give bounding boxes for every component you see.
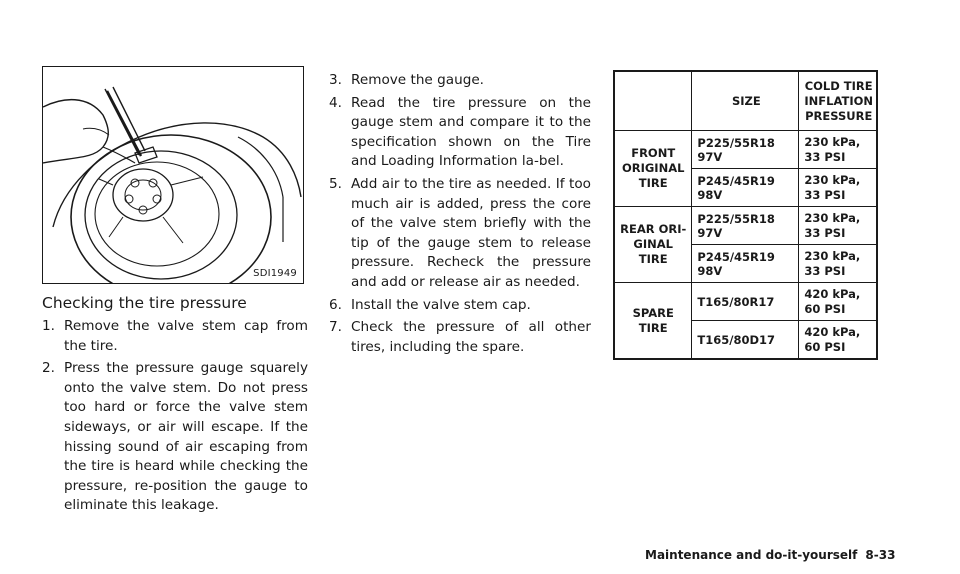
steps-list-left bbox=[42, 317, 308, 519]
step-number: 1. bbox=[42, 318, 55, 334]
pressure-cell: 420 kPa, 60 PSI bbox=[799, 283, 877, 321]
step-item bbox=[329, 175, 591, 293]
step-number: 2. bbox=[42, 360, 55, 377]
figure-code: SDI1949 bbox=[253, 268, 297, 279]
pressure-cell: 230 kPa, 33 PSI bbox=[799, 207, 877, 245]
size-cell: P225/55R18 97V bbox=[692, 207, 799, 245]
step-number: 3. bbox=[329, 72, 342, 88]
step-text: Remove the gauge. bbox=[351, 72, 485, 88]
table-row bbox=[614, 207, 877, 245]
step-text: Remove the valve stem cap from the tire. bbox=[64, 318, 308, 354]
pressure-cell: 420 kPa, 60 PSI bbox=[799, 321, 877, 360]
table-header-row bbox=[614, 71, 877, 131]
steps-list-right bbox=[329, 71, 591, 360]
size-cell: T165/80R17 bbox=[692, 283, 799, 321]
step-number: 7. bbox=[329, 319, 342, 336]
step-item bbox=[329, 71, 591, 91]
table-row bbox=[614, 131, 877, 169]
header-pressure: COLD TIRE INFLATION PRESSURE bbox=[799, 71, 877, 131]
step-item bbox=[329, 94, 591, 172]
pressure-cell: 230 kPa, 33 PSI bbox=[799, 245, 877, 283]
step-text: Check the pressure of all other tires, including the spare. bbox=[351, 319, 591, 355]
step-item bbox=[42, 317, 308, 356]
pressure-cell: 230 kPa, 33 PSI bbox=[799, 169, 877, 207]
size-cell: P225/55R18 97V bbox=[692, 131, 799, 169]
header-size: SIZE bbox=[692, 71, 799, 131]
step-item bbox=[329, 318, 591, 357]
tire-gauge-illustration bbox=[43, 67, 304, 284]
step-item bbox=[42, 359, 308, 516]
pressure-cell: 230 kPa, 33 PSI bbox=[799, 131, 877, 169]
size-cell: P245/45R19 98V bbox=[692, 169, 799, 207]
section-title: Checking the tire pressure bbox=[42, 294, 247, 312]
step-text: Add air to the tire as needed. If too much air is added, press the core of the valve stem briefly with the tip of the gauge stem to release pressure. Recheck the pressure and add or release air as needed. bbox=[351, 175, 591, 290]
page-footer bbox=[645, 548, 895, 562]
header-group bbox=[614, 71, 692, 131]
step-number: 4. bbox=[329, 94, 342, 111]
step-text: Install the valve stem cap. bbox=[351, 296, 531, 313]
group-label: SPARE TIRE bbox=[614, 283, 692, 360]
page-number: 8-33 bbox=[865, 548, 896, 562]
size-cell: T165/80D17 bbox=[692, 321, 799, 360]
group-label: REAR ORI-GINAL TIRE bbox=[614, 207, 692, 283]
group-label: FRONT ORIGINAL TIRE bbox=[614, 131, 692, 207]
tire-pressure-table bbox=[613, 70, 878, 360]
step-number: 6. bbox=[329, 296, 342, 313]
tire-gauge-figure bbox=[42, 66, 304, 284]
step-item bbox=[329, 296, 591, 316]
size-cell: P245/45R19 98V bbox=[692, 245, 799, 283]
table-row bbox=[614, 283, 877, 321]
footer-section: Maintenance and do-it-yourself bbox=[645, 548, 858, 562]
step-text: Press the pressure gauge squarely onto the valve stem. Do not press too hard or force the valve stem sideways, or air will escape. If the hissing sound of air escaping from the tire is heard while checking the pressure, re-position the gauge to eliminate this leakage. bbox=[64, 360, 308, 514]
step-number: 5. bbox=[329, 175, 342, 192]
step-text: Read the tire pressure on the gauge stem and compare it to the specification shown on the Tire and Loading Information la-bel. bbox=[351, 94, 591, 170]
